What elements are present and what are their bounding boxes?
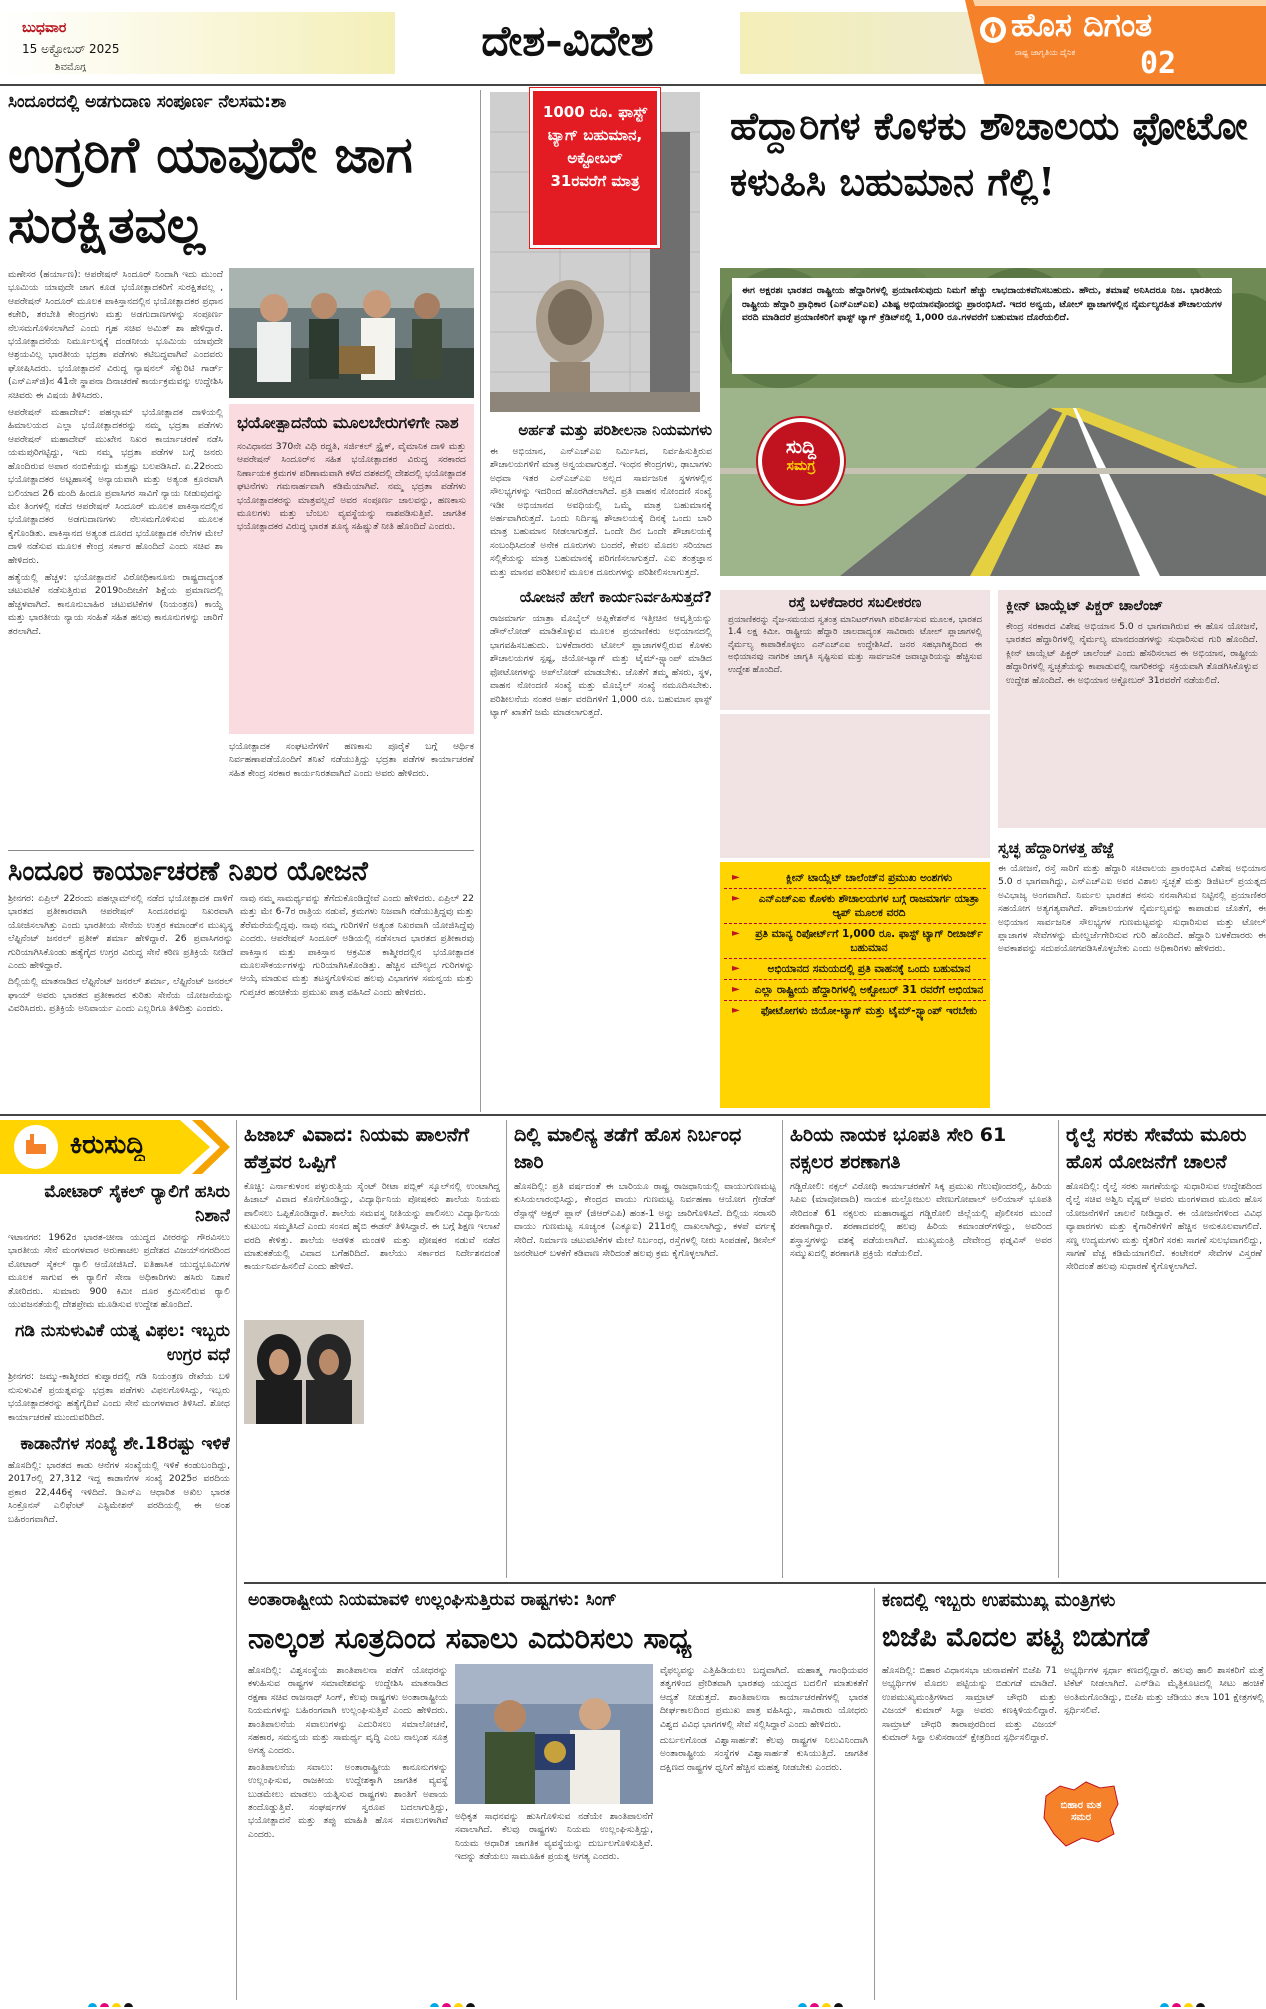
brief-label: ಕಿರುಸುದ್ದಿ <box>70 1130 146 1160</box>
story1-body-1: ಮಣೇಸರ (ಹರ್ಯಾಣ): ಆಪರೇಷನ್ ಸಿಂದೂರ್ ನಿಂದಾಗಿ ಇದು ಮುಂದೆ ಭೂಮಿಯ ಯಾವುದೇ ಜಾಗ ಕೂಡ ಭಯೋತ್ಪಾದಕರಿಗೆ ಸುರಕ್ಷಿತವಲ್ಲ , ಆಪರೇಷನ್ ಸಿಂದೂರ್ ಮೂಲಕ ಪಾಕಿಸ್ತಾನದಲ್ಲಿನ ಭಯೋತ್ಪಾದಕರ ಪ್ರಧಾನ ಕಚೇರಿ, ತರಬೇತಿ ಕೇಂದ್ರಗಳು ಮತ್ತು ಅಡಗುದಾಣಗಳನ್ನು ಸಂಪೂರ್ಣ ನೆಲಸಮಗೊಳಿಸಲಾಗಿದೆ ಎಂದು ಗೃಹ ಸಚಿವ ಅಮಿತ್ ಶಾ ಹೇಳಿದ್ದಾರೆ. ಭಯೋತ್ಪಾದನೆಯ ನಿರ್ಮೂಲನ್ನಕ್ಕೆ ದಂಡನೀಯ ಭೂಮಿಯ ಯಾವುದೇ ಆಶ್ರಯವಿಲ್ಲ ಭಾರತೀಯ ಭದ್ರತಾ ಪಡೆಗಳು ಕಟಿಬದ್ಧವಾಗಿವೆ ಎಂದವರು ಘೋಷಿಸಿದರು. ಭಯೋತ್ಪಾದನೆ ವಿರುದ್ಧ ನ್ಯಾಷನಲ್ ಸೆಕ್ಯುರಿಟಿ ಗಾರ್ಡ್ (ಎನ್‌ಎಸ್‌ಜಿ)ನ 41ನೇ ಸ್ಥಾಪನಾ ದಿನಾಚರಣೆ ಕಾರ್ಯಕ್ರಮವನ್ನು ಉದ್ದೇಶಿಸಿ ಸಚಿವರು ಈ ವಿಷಯ ತಿಳಿಸಿದರು. <box>8 269 223 401</box>
badge-bottom: ಸಮಗ್ರ <box>786 458 816 474</box>
story2-col1 <box>8 892 233 1110</box>
footer-dots-mid1 <box>430 1997 490 2007</box>
row2-rule <box>0 1114 1266 1116</box>
story3-col3-box <box>998 590 1266 828</box>
row3-item-2 <box>790 1122 1052 1578</box>
story3-col2-title: ರಸ್ತೆ ಬಳಕೆದಾರರ ಸಬಲೀಕರಣ <box>788 595 922 611</box>
bihar-map-label: ಬಿಹಾರ ಮತ ಸಮರ <box>1060 1800 1102 1823</box>
story1-headline: ಉಗ್ರರಿಗೆ ಯಾವುದೇ ಜಾಗ ಸುರಕ್ಷಿತವಲ್ಲ <box>8 125 413 254</box>
dot-yellow <box>112 2003 121 2007</box>
story3-col4 <box>998 838 1266 1110</box>
story4-kicker: ಅಂತಾರಾಷ್ಟ್ರೀಯ ನಿಯಮಾವಳಿ ಉಲ್ಲಂಘಿಸುತ್ತಿರುವ ರಾಷ್ಟ್ರಗಳು: ಸಿಂಗ್ <box>248 1590 617 1610</box>
story3-badge <box>758 418 844 504</box>
dot-magenta <box>810 2003 819 2007</box>
dot-yellow <box>822 2003 831 2007</box>
dot-black <box>834 2003 843 2007</box>
story3-tag <box>530 88 660 248</box>
brief-1-body: ಶ್ರೀನಗರ: ಜಮ್ಮು-ಕಾಶ್ಮೀರದ ಕುಪ್ವಾರದಲ್ಲಿ ಗಡಿ ನಿಯಂತ್ರಣ ರೇಖೆಯ ಬಳಿ ನುಸುಳುವಿಕೆ ಪ್ರಯತ್ನವನ್ನು ಭದ್ರತಾ ಪಡೆಗಳು ವಿಫಲಗೊಳಿಸಿದ್ದು, ಇಬ್ಬರು ಭಯೋತ್ಪಾದಕರನ್ನು ಹತ್ಯೆಗೈದಿವೆ ಎಂದು ಸೇನೆ ಮಂಗಳವಾರ ತಿಳಿಸಿದೆ. ಶೋಧ ಕಾರ್ಯಾಚರಣೆ ಮುಂದುವರಿದಿದೆ. <box>8 1371 230 1423</box>
story1-box-after <box>229 740 474 848</box>
story3-sub2: ಯೋಜನೆ ಹೇಗೆ ಕಾರ್ಯನಿರ್ವಹಿಸುತ್ತದೆ? <box>519 588 712 607</box>
story4-body-1: ಹೊಸದಿಲ್ಲಿ: ವಿಶ್ವಸಂಸ್ಥೆಯ ಶಾಂತಿಪಾಲನಾ ಪಡೆಗೆ ಯೋಧರನ್ನು ಕಳುಹಿಸುವ ರಾಷ್ಟ್ರಗಳ ಸಮಾವೇಶವನ್ನು ಉದ್ದೇಶಿಸಿ ಮಾತನಾಡಿದ ರಕ್ಷಣಾ ಸಚಿವ ರಾಜನಾಥ್ ಸಿಂಗ್, ಕೆಲವು ರಾಷ್ಟ್ರಗಳು ಅಂತಾರಾಷ್ಟ್ರೀಯ ನಿಯಮಗಳನ್ನು ಬಹಿರಂಗವಾಗಿ ಉಲ್ಲಂಘಿಸುತ್ತಿವೆ ಎಂದು ಹೇಳಿದರು. ಶಾಂತಿಪಾಲನೆಯ ಸವಾಲುಗಳನ್ನು ಎದುರಿಸಲು ಸಮಾಲೋಚನೆ, ಸಹಕಾರ, ಸಮನ್ವಯ ಮತ್ತು ಸಾಮರ್ಥ್ಯ ವೃದ್ಧಿ ಎಂಬ ನಾಲ್ಕಂಶ ಸೂತ್ರ ಅಗತ್ಯ ಎಂದರು. <box>248 1665 448 1757</box>
dot-magenta <box>100 2003 109 2007</box>
story1-col1 <box>8 268 223 848</box>
story3-col3-title: ಕ್ಲೀನ್ ಟಾಯ್ಲೆಟ್ ಪಿಕ್ಚರ್ ಚಾಲೆಂಜ್ <box>1006 598 1164 614</box>
footer-dots-mid2 <box>798 1997 858 2007</box>
bullet-4: ► ಎಲ್ಲಾ ರಾಷ್ಟ್ರೀಯ ಹೆದ್ದಾರಿಗಳಲ್ಲಿ ಅಕ್ಟೋಬರ್ 31 ರವರೆಗೆ ಅಭಿಯಾನ <box>724 980 986 1001</box>
col-divider-s4 <box>874 1588 875 2000</box>
story1-photo <box>229 268 474 398</box>
dot-cyan <box>430 2003 439 2007</box>
story4-photo <box>455 1664 653 1804</box>
story3-col2-body: ಪ್ರಯಾಣಿಕರನ್ನು ನೈಜ-ಸಮಯದ ಸ್ವತಂತ್ರ ಮಾನಿಟರ್‌ಗಳಾಗಿ ಪರಿವರ್ತಿಸುವ ಮೂಲಕ, ಭಾರತದ 1.4 ಲಕ್ಷ ಕಿಮೀ. ರಾಷ್ಟ್ರೀಯ ಹೆದ್ದಾರಿ ಜಾಲದಾದ್ಯಂತ ಸಾವಿರಾರು ಟೋಲ್ ಪ್ಲಾಜಾಗಳಲ್ಲಿ ನೈರ್ಮಲ್ಯ ಕಾಪಾಡಿಕೊಳ್ಳಲು ಎನ್‌ಎಚ್‌ಎಐ ಉದ್ದೇಶಿಸಿದೆ. ಜನರ ಸಹಭಾಗಿತ್ವದಿಂದ ಈ ಅಭಿಯಾನವು ನಾಗರಿಕ ಜಾಗೃತಿ ಸೃಷ್ಟಿಸುವ ಮತ್ತು ಸಾರ್ವಜನಿಕ ಜವಾಬ್ದಾರಿಯನ್ನು ಹೆಚ್ಚಿಸುವ ಉದ್ದೇಶ ಹೊಂದಿದೆ. <box>728 615 982 675</box>
story5-body-2: ಅಭ್ಯರ್ಥಿಗಳ ಸ್ಪರ್ಧಾ ಕಣದಲ್ಲಿದ್ದಾರೆ. ಹಲವು ಹಾಲಿ ಶಾಸಕರಿಗೆ ಮತ್ತೆ ಟಿಕೆಟ್ ನೀಡಲಾಗಿದೆ. ಎನ್‌ಡಿಎ ಮೈತ್ರಿಕೂಟದಲ್ಲಿ ಸೀಟು ಹಂಚಿಕೆ ಅಂತಿಮಗೊಂಡಿದ್ದು, ಬಿಜೆಪಿ ಮತ್ತು ಜೆಡಿಯು ತಲಾ 101 ಕ್ಷೇತ್ರಗಳಲ್ಲಿ ಸ್ಪರ್ಧಿಸಲಿವೆ. <box>1064 1665 1264 1717</box>
rajnath-singh-photo-icon <box>455 1664 653 1804</box>
story1-box <box>229 404 474 734</box>
col-divider-brief <box>236 1120 237 2000</box>
story2-headline: ಸಿಂದೂರ ಕಾರ್ಯಾಚರಣೆ ನಿಖರ ಯೋಜನೆ <box>8 856 368 887</box>
row3-2-title: ಹಿರಿಯ ನಾಯಕ ಭೂಪತಿ ಸೇರಿ 61 ನಕ್ಸಲರ ಶರಣಾಗತಿ <box>790 1124 1007 1173</box>
footer-dots-left <box>88 1997 148 2007</box>
story3-sub1-body: ಈ ಅಭಿಯಾನ, ಎನ್‌ಎಚ್‌ಎಐ ನಿರ್ಮಿಸಿದ, ನಿರ್ವಹಿಸುತ್ತಿರುವ ಶೌಚಾಲಯಗಳಿಗೆ ಮಾತ್ರ ಅನ್ವಯವಾಗುತ್ತದೆ. ಇಂಧನ ಕೇಂದ್ರಗಳು, ಢಾಬಾಗಳು ಅಥವಾ ಇತರ ಎನ್‌ಎಚ್‌ಎಐ ಅಲ್ಲದ ಸಾರ್ವಜನಿಕ ಸ್ಥಳಗಳಲ್ಲಿನ ಸೌಲಭ್ಯಗಳನ್ನು ಇದರಿಂದ ಹೊರಗಿಡಲಾಗಿದೆ. ಪ್ರತಿ ವಾಹನ ನೋಂದಣಿ ಸಂಖ್ಯೆ ಇಡೀ ಅಭಿಯಾನದ ಅವಧಿಯಲ್ಲಿ ಒಮ್ಮೆ ಮಾತ್ರ ಬಹುಮಾನಕ್ಕೆ ಅರ್ಹವಾಗಿರುತ್ತದೆ. ಒಂದು ನಿರ್ದಿಷ್ಟ ಶೌಚಾಲಯಕ್ಕೆ ದಿನಕ್ಕೆ ಒಂದು ಬಾರಿ ಮಾತ್ರ ಬಹುಮಾನ ನೀಡಲಾಗುತ್ತದೆ. ಒಂದೇ ದಿನ ಒಂದೇ ಶೌಚಾಲಯಕ್ಕೆ ಸಂಬಂಧಿಸಿದಂತೆ ಅನೇಕ ದೂರುಗಳು ಬಂದರೆ, ಕೇವಲ ಮೊದಲ ಸರಿಯಾದ ಸಲ್ಲಿಕೆಯನ್ನು ಮಾತ್ರ ಬಹುಮಾನಕ್ಕೆ ಪರಿಗಣಿಸಲಾಗುತ್ತದೆ. ಎಐ ತಂತ್ರಜ್ಞಾನ ಮತ್ತು ಮಾನವ ಪರಿಶೀಲನೆ ಮೂಲಕ ದೂರುಗಳನ್ನು ಪರಿಶೀಲಿಸಲಾಗುತ್ತದೆ. <box>490 446 712 578</box>
story5-body-1: ಹೊಸದಿಲ್ಲಿ: ಬಿಹಾರ ವಿಧಾನಸಭಾ ಚುನಾವಣೆಗೆ ಬಿಜೆಪಿ 71 ಅಭ್ಯರ್ಥಿಗಳ ಮೊದಲ ಪಟ್ಟಿಯನ್ನು ಬಿಡುಗಡೆ ಮಾಡಿದೆ. ಉಪಮುಖ್ಯಮಂತ್ರಿಗಳಾದ ಸಾಮ್ರಾಟ್ ಚೌಧರಿ ಮತ್ತು ವಿಜಯ್ ಕುಮಾರ್ ಸಿನ್ಹಾ ಅವರು ಕಣಕ್ಕಿಳಿಯಲಿದ್ದಾರೆ. ಸಾಮ್ರಾಟ್ ಚೌಧರಿ ತಾರಾಪುರದಿಂದ ಮತ್ತು ವಿಜಯ್ ಕುಮಾರ್ ಸಿನ್ಹಾ ಲಖಿಸರಾಯ್ ಕ್ಷೇತ್ರದಿಂದ ಸ್ಪರ್ಧಿಸಲಿದ್ದಾರೆ. <box>882 1665 1057 1744</box>
footer-dots-right <box>1160 1997 1220 2007</box>
row3-0-title: ಹಿಜಾಬ್ ವಿವಾದ: ನಿಯಮ ಪಾಲನೆಗೆ ಹೆತ್ತವರ ಒಪ್ಪಿಗೆ <box>244 1124 470 1173</box>
brief-1-title: ಗಡಿ ನುಸುಳುವಿಕೆ ಯತ್ನ ವಿಫಲ: ಇಬ್ಬರು ಉಗ್ರರ ವಧೆ <box>15 1321 230 1366</box>
story4-headline: ನಾಲ್ಕಂಶ ಸೂತ್ರದಿಂದ ಸವಾಲು ಎದುರಿಸಲು ಸಾಧ್ಯ <box>248 1621 692 1655</box>
row3-item-1 <box>514 1122 776 1578</box>
brief-label-block <box>0 1120 230 1174</box>
story2-col2 <box>240 892 474 1110</box>
row3-rule <box>244 1582 1266 1584</box>
story3-col4-title: ಸ್ವಚ್ಛ ಹೆದ್ದಾರಿಗಳತ್ತ ಹೆಜ್ಜೆ <box>998 839 1114 857</box>
bullet-0: ► ಕ್ಲೀನ್ ಟಾಯ್ಲೆಟ್ ಚಾಲೆಂಜ್‌ನ ಪ್ರಮುಖ ಅಂಶಗಳು <box>724 868 986 889</box>
brief-column <box>8 1180 230 2000</box>
dot-black <box>1196 2003 1205 2007</box>
bullet-1: ► ಎನ್‌ಎಚ್‌ಎಐ ಕೊಳಕು ಶೌಚಾಲಯಗಳ ಬಗ್ಗೆ ರಾಜಮಾರ್ಗ ಯಾತ್ರಾ ಆ್ಯಪ್ ಮೂಲಕ ವರದಿ <box>724 889 986 924</box>
story4-body-5: ದುರ್ಬಲಗೊಂಡ ವಿಶ್ವಾಸಾರ್ಹತೆ: ಕೆಲವು ರಾಷ್ಟ್ರಗಳ ನಿಲುವಿನಿಂದಾಗಿ ಅಂತಾರಾಷ್ಟ್ರೀಯ ಸಂಸ್ಥೆಗಳ ವಿಶ್ವಾಸಾರ್ಹತೆ ಕುಸಿಯುತ್ತಿದೆ. ಜಾಗತಿಕ ದಕ್ಷಿಣದ ರಾಷ್ಟ್ರಗಳ ಧ್ವನಿಗೆ ಹೆಚ್ಚಿನ ಮಹತ್ವ ನೀಡಬೇಕು ಎಂದರು. <box>660 1735 868 1773</box>
hijab-photo <box>244 1320 364 1424</box>
story4-body-2: ಶಾಂತಿಪಾಲನೆಯ ಸವಾಲು: ಅಂತಾರಾಷ್ಟ್ರೀಯ ಕಾನೂನುಗಳನ್ನು ಉಲ್ಲಂಘಿಸುವ, ರಾಜಕೀಯ ಉದ್ದೇಶಕ್ಕಾಗಿ ಜಾಗತಿಕ ವ್ಯವಸ್ಥೆ ಬುಡಮೇಲು ಮಾಡಲು ಯತ್ನಿಸುವ ರಾಷ್ಟ್ರಗಳು ಶಾಂತಿಗೆ ಅಪಾಯ ತಂದೊಡ್ಡುತ್ತಿವೆ. ಸಂಘರ್ಷಗಳ ಸ್ವರೂಪ ಬದಲಾಗುತ್ತಿದ್ದು, ಭಯೋತ್ಪಾದನೆ ಮತ್ತು ತಪ್ಪು ಮಾಹಿತಿ ಹೊಸ ಸವಾಲುಗಳಾಗಿವೆ ಎಂದರು. <box>248 1761 448 1840</box>
dot-cyan <box>798 2003 807 2007</box>
story3-col3-body: ಕೇಂದ್ರ ಸರಕಾರದ ವಿಶೇಷ ಅಭಿಯಾನ 5.0 ರ ಭಾಗವಾಗಿರುವ ಈ ಹೊಸ ಯೋಜನೆ, ಭಾರತದ ಹೆದ್ದಾರಿಗಳಲ್ಲಿ ನೈರ್ಮಲ್ಯ ಮಾನದಂಡಗಳನ್ನು ಸುಧಾರಿಸುವ ಗುರಿ ಹೊಂದಿದೆ. ಕ್ಲೀನ್ ಟಾಯ್ಲೆಟ್ ಪಿಕ್ಚರ್ ಚಾಲೆಂಜ್ ಎಂದು ಹೆಸರಿಸಲಾದ ಈ ಅಭಿಯಾನ, ರಾಷ್ಟ್ರೀಯ ಹೆದ್ದಾರಿಗಳಲ್ಲಿ ಸ್ವಚ್ಛತೆಯನ್ನು ಕಾಪಾಡುವಲ್ಲಿ ನಾಗರಿಕರನ್ನು ಸಕ್ರಿಯವಾಗಿ ತೊಡಗಿಸಿಕೊಳ್ಳುವ ಉದ್ದೇಶ ಹೊಂದಿದೆ. ಈ ಅಭಿಯಾನ ಅಕ್ಟೋಬರ್ 31ರವರೆಗೆ ನಡೆಯಲಿದೆ. <box>1006 621 1258 686</box>
story3-col1 <box>490 420 712 1110</box>
story1-bottom-rule <box>8 850 474 851</box>
story5-kicker: ಕಣದಲ್ಲಿ ಇಬ್ಬರು ಉಪಮುಖ್ಯ ಮಂತ್ರಿಗಳು <box>882 1590 1116 1611</box>
story5-col1 <box>882 1664 1057 2000</box>
story3-lead <box>732 278 1232 374</box>
story3-col4-body: ಈ ಯೋಜನೆ, ರಸ್ತೆ ಸಾರಿಗೆ ಮತ್ತು ಹೆದ್ದಾರಿ ಸಚಿವಾಲಯ ಪ್ರಾರಂಭಿಸಿದ ವಿಶೇಷ ಅಭಿಯಾನ 5.0 ರ ಭಾಗವಾಗಿದ್ದು, ಎನ್‌ಎಚ್‌ಎಐ ಅವರ ವಿಶಾಲ ಸ್ವಚ್ಛತೆ ಮತ್ತು ಡಿಜಿಟಲ್ ಪ್ರಯತ್ನದ ಅವಿಭಾಜ್ಯ ಅಂಗವಾಗಿದೆ. ನಿರ್ಮಲ ಭಾರತದ ಕನಸು ನನಸಾಗಿಸುವ ನಿಟ್ಟಿನಲ್ಲಿ ಪ್ರಯಾಣಿಕರ ಸಹಯೋಗ ಅತ್ಯಗತ್ಯವಾಗಿದೆ. ಶೌಚಾಲಯಗಳ ನೈರ್ಮಲ್ಯವನ್ನು ಕಾಪಾಡುವ ಜೊತೆಗೆ, ಈ ಅಭಿಯಾನ ಸಾರ್ವಜನಿಕ ಸೌಲಭ್ಯಗಳ ಗುಣಮಟ್ಟವನ್ನು ಸುಧಾರಿಸುವ ಮತ್ತು ಟೋಲ್ ಪ್ಲಾಜಾಗಳ ಸೇವೆಗಳನ್ನು ಮೇಲ್ದರ್ಜೆಗೇರಿಸುವ ಗುರಿ ಹೊಂದಿದೆ. ಹೆದ್ದಾರಿ ಬಳಕೆದಾರರು ಈ ಅವಕಾಶವನ್ನು ಸದುಪಯೋಗಪಡಿಸಿಕೊಳ್ಳಬೇಕು ಎಂದು ಅಧಿಕಾರಿಗಳು ಹೇಳಿದರು. <box>998 863 1266 955</box>
dot-yellow <box>1184 2003 1193 2007</box>
bullet-2: ► ಪ್ರತಿ ಮಾನ್ಯ ರಿಪೋರ್ಟ್‌ಗೆ 1,000 ರೂ. ಫಾಸ್ಟ್ ಟ್ಯಾಗ್ ರೀಚಾರ್ಜ್ ಬಹುಮಾನ <box>724 924 986 959</box>
story3-bullets-box <box>720 862 990 1108</box>
bihar-map <box>1040 1772 1122 1854</box>
paper-name: ಹೊಸ ದಿಗಂತ <box>1011 6 1153 44</box>
story2-body-2: ದಿಲ್ಲಿಯಲ್ಲಿ ಮಾತನಾಡಿದ ಲೆಫ್ಟಿನೆಂಟ್ ಜನರಲ್ ಶರ್ಮಾ, ಲೆಫ್ಟಿನೆಂಟ್ ಜನರಲ್ ಘಾಯ್ ಅವರು ಭಾರತದ ಪ್ರತೀಕಾರದ ಕುರಿತು ಸೇನೆಯ ಯೋಜನೆಯನ್ನು ವಿವರಿಸಿದರು. ಪ್ರತಿಕ್ರಿಯೆ ಅನಿವಾರ್ಯ ಎಂದು ಎಲ್ಲರಿಗೂ ತಿಳಿದಿತ್ತು ಎಂದರು. <box>8 976 233 1015</box>
row3-0-body: ಕೊಚ್ಚಿ: ಎರ್ನಾಕುಳಂನ ಪಳ್ಳುರುತ್ತಿಯ ಸೈಂಟ್ ರೀಟಾ ಪಬ್ಲಿಕ್ ಸ್ಕೂಲ್‌ನಲ್ಲಿ ಉಂಟಾಗಿದ್ದ ಹಿಜಾಬ್ ವಿವಾದ ಕೊನೆಗೊಂಡಿದ್ದು, ವಿದ್ಯಾರ್ಥಿನಿಯ ಪೋಷಕರು ಶಾಲೆಯ ನಿಯಮ ಪಾಲಿಸಲು ಒಪ್ಪಿಕೊಂಡಿದ್ದಾರೆ. ಶಾಲೆಯ ಸಮವಸ್ತ್ರ ನೀತಿಯನ್ನು ಪಾಲಿಸಲು ವಿದ್ಯಾರ್ಥಿನಿಯ ಕುಟುಂಬ ಸಮ್ಮತಿಸಿದೆ ಎಂದು ಸಂಸದ ಹೈಬಿ ಈಡನ್ ತಿಳಿಸಿದ್ದಾರೆ. ಈ ಬಗ್ಗೆ ಶಿಕ್ಷಣ ಇಲಾಖೆ ವರದಿ ಕೇಳಿತ್ತು. ಶಾಲೆಯ ಆಡಳಿತ ಮಂಡಳಿ ಮತ್ತು ಪೋಷಕರ ನಡುವೆ ನಡೆದ ಮಾತುಕತೆಯಲ್ಲಿ ವಿವಾದ ಬಗೆಹರಿದಿದೆ. ಶಾಲೆಯು ಸರ್ಕಾರದ ನಿರ್ದೇಶನದಂತೆ ಕಾರ್ಯನಿರ್ವಹಿಸಲಿದೆ ಎಂದು ಹೇಳಿದೆ. <box>244 1181 500 1273</box>
row3-3-body: ಹೊಸದಿಲ್ಲಿ: ರೈಲ್ವೆ ಸರಕು ಸಾಗಣೆಯನ್ನು ಸುಧಾರಿಸುವ ಉದ್ದೇಶದಿಂದ ರೈಲ್ವೆ ಸಚಿವ ಅಶ್ವಿನಿ ವೈಷ್ಣವ್ ಅವರು ಮಂಗಳವಾರ ಮೂರು ಹೊಸ ಯೋಜನೆಗಳಿಗೆ ಚಾಲನೆ ನೀಡಿದ್ದಾರೆ. ಈ ಯೋಜನೆಗಳಿಂದ ವಿವಿಧ ವ್ಯಾಪಾರಗಳು ಮತ್ತು ಕೈಗಾರಿಕೆಗಳಿಗೆ ಹೆಚ್ಚಿನ ಅನುಕೂಲವಾಗಲಿದೆ. ಸಣ್ಣ ಉದ್ಯಮಗಳು ಮತ್ತು ರೈತರಿಗೆ ಸರಕು ಸಾಗಣೆ ಸುಲಭವಾಗಲಿದ್ದು, ಸಾಗಣೆ ವೆಚ್ಚ ಕಡಿಮೆಯಾಗಲಿದೆ. ಕಂಟೇನರ್ ಸೇವೆಗಳ ವಿಸ್ತರಣೆ ಸೇರಿದಂತೆ ಹಲವು ಸುಧಾರಣೆ ಕೈಗೊಳ್ಳಲಾಗಿದೆ. <box>1066 1181 1262 1273</box>
dot-cyan <box>88 2003 97 2007</box>
masthead <box>0 0 1266 86</box>
row3-1-body: ಹೊಸದಿಲ್ಲಿ: ಪ್ರತಿ ವರ್ಷದಂತೆ ಈ ಬಾರಿಯೂ ರಾಷ್ಟ್ರ ರಾಜಧಾನಿಯಲ್ಲಿ ವಾಯುಗುಣಮಟ್ಟ ಕುಸಿಯಲಾರಂಭಿಸಿದ್ದು, ಕೇಂದ್ರದ ವಾಯು ಗುಣಮಟ್ಟ ನಿರ್ವಹಣಾ ಆಯೋಗ ಗ್ರೇಡೆಡ್ ರೆಸ್ಪಾನ್ಸ್ ಆಕ್ಷನ್ ಪ್ಲಾನ್ (ಜಿಆರ್‌ಎಪಿ) ಹಂತ-1 ಅನ್ನು ಜಾರಿಗೊಳಿಸಿದೆ. ದಿಲ್ಲಿಯ ಸರಾಸರಿ ವಾಯು ಗುಣಮಟ್ಟ ಸೂಚ್ಯಂಕ (ಎಕ್ಯೂಐ) 211ರಲ್ಲಿ ದಾಖಲಾಗಿದ್ದು, ಕಳಪೆ ವರ್ಗಕ್ಕೆ ಸೇರಿದೆ. ನಿರ್ಮಾಣ ಚಟುವಟಿಕೆಗಳ ಮೇಲೆ ನಿರ್ಬಂಧ, ರಸ್ತೆಗಳಲ್ಲಿ ನೀರು ಸಿಂಪಡಣೆ, ಡೀಸೆಲ್ ಜನರೇಟರ್ ಬಳಕೆಗೆ ಕಡಿವಾಣ ಸೇರಿದಂತೆ ಹಲವು ಕ್ರಮ ಕೈಗೊಳ್ಳಲಾಗಿದೆ. <box>514 1181 776 1260</box>
row3-1-title: ದಿಲ್ಲಿ ಮಾಲಿನ್ಯ ತಡೆಗೆ ಹೊಸ ನಿರ್ಬಂಧ ಜಾರಿ <box>514 1124 742 1173</box>
hijab-students-icon <box>244 1320 364 1424</box>
page-number: 02 <box>1139 46 1177 81</box>
day: ಬುಧವಾರ <box>22 20 67 36</box>
story4-col2b <box>455 1810 653 2000</box>
story3-col2-box <box>720 590 990 710</box>
paper-tagline: ರಾಷ್ಟ್ರ ಜಾಗೃತಿಯ ದೈನಿಕ <box>1015 48 1076 57</box>
col-divider-r3-2 <box>782 1120 783 1578</box>
story1-box-title: ಭಯೋತ್ಪಾದನೆಯ ಮೂಲಬೇರುಗಳಿಗೇ ನಾಶ <box>237 413 459 432</box>
story4-body-3: ಅಧಿಕೃತ ಸಾಧನವನ್ನು ಹುಸಿಗೊಳಿಸುವ ನಡೆಯೇ ಶಾಂತಿಪಾಲನೆಗೆ ಸವಾಲಾಗಿದೆ. ಕೆಲವು ರಾಷ್ಟ್ರಗಳು ನಿಯಮ ಉಲ್ಲಂಘಿಸುತ್ತಿದ್ದು, ನಿಯಮ ಆಧಾರಿತ ಜಾಗತಿಕ ವ್ಯವಸ್ಥೆಯನ್ನು ದುರ್ಬಲಗೊಳಿಸುತ್ತಿವೆ. ಇದನ್ನು ತಡೆಯಲು ಸಾಮೂಹಿಕ ಪ್ರಯತ್ನ ಅಗತ್ಯ ಎಂದರು. <box>455 1811 653 1863</box>
brief-2-title: ಕಾಡಾನೆಗಳ ಸಂಖ್ಯೆ ಶೇ.18ರಷ್ಟು ಇಳಿಕೆ <box>20 1434 230 1455</box>
dot-yellow <box>454 2003 463 2007</box>
dot-black <box>466 2003 475 2007</box>
brief-0-title: ಮೋಟಾರ್ ಸೈಕಲ್ ರ್‍ಯಾಲಿಗೆ ಹಸಿರು ನಿಶಾನೆ <box>44 1182 230 1226</box>
row3-3-title: ರೈಲ್ವೆ ಸರಕು ಸೇವೆಯ ಮೂರು ಹೊಸ ಯೋಜನೆಗೆ ಚಾಲನೆ <box>1066 1124 1247 1173</box>
brief-2-body: ಹೊಸದಿಲ್ಲಿ: ಭಾರತದ ಕಾಡು ಆನೆಗಳ ಸಂಖ್ಯೆಯಲ್ಲಿ ಇಳಿಕೆ ಕಂಡುಬಂದಿದ್ದು, 2017ರಲ್ಲಿ 27,312 ಇದ್ದ ಕಾಡಾನೆಗಳ ಸಂಖ್ಯೆ 2025ರ ವರದಿಯ ಪ್ರಕಾರ 22,446ಕ್ಕೆ ಇಳಿದಿದೆ. ಡಿಎನ್‌ಎ ಆಧಾರಿತ ಅಖಿಲ ಭಾರತ ಸಿಂಕ್ರೊನಸ್ ಎಲಿಫೆಂಟ್ ಎಸ್ಟಿಮೇಶನ್ ವರದಿಯಲ್ಲಿ ಈ ಅಂಶ ಬಹಿರಂಗವಾಗಿದೆ. <box>8 1460 230 1525</box>
story5-headline: ಬಿಜೆಪಿ ಮೊದಲ ಪಟ್ಟಿ ಬಿಡುಗಡೆ <box>882 1622 1150 1653</box>
col-divider-1 <box>480 90 481 1112</box>
photo-amit-shah-icon <box>229 268 474 398</box>
col-divider-r3-3 <box>1058 1120 1059 1578</box>
story4-body-4: ವೈಫಲ್ಯವನ್ನು ಎತ್ತಿಹಿಡಿಯಲು ಬದ್ಧವಾಗಿದೆ. ಮಹಾತ್ಮ ಗಾಂಧಿಯವರ ತತ್ವಗಳಿಂದ ಪ್ರೇರಿತವಾಗಿ ಭಾರತವು ಯುದ್ಧದ ಬದಲಿಗೆ ಮಾತುಕತೆಗೆ ಆದ್ಯತೆ ನೀಡುತ್ತದೆ. ಶಾಂತಿಪಾಲನಾ ಕಾರ್ಯಾಚರಣೆಗಳಲ್ಲಿ ಭಾರತ ದೀರ್ಘಕಾಲದಿಂದ ಪ್ರಮುಖ ಪಾತ್ರ ವಹಿಸಿದ್ದು, ಸಾವಿರಾರು ಯೋಧರು ವಿಶ್ವದ ವಿವಿಧ ಭಾಗಗಳಲ್ಲಿ ಸೇವೆ ಸಲ್ಲಿಸಿದ್ದಾರೆ ಎಂದು ಹೇಳಿದರು. <box>660 1665 868 1730</box>
date: 15 ಅಕ್ಟೋಬರ್ 2025 <box>22 42 120 56</box>
story1-box-body-2: ಭಯೋತ್ಪಾದಕ ಸಂಘಟನೆಗಳಿಗೆ ಹಣಕಾಸು ಪೂರೈಕೆ ಬಗ್ಗೆ ಆರ್ಥಿಕ ನಿರ್ವಹಣಾಪಡೆಯೊಂದಿಗೆ ತನಿಖೆ ನಡೆಯುತ್ತಿದ್ದು ಭದ್ರತಾ ಪಡೆಗಳ ಕಾರ್ಯಾಚರಣೆ ಸಹಿತ ಕೇಂದ್ರ ಸರಕಾರ ಕಾರ್ಯನಿರತವಾಗಿದೆ ಎಂದು ಅವರು ಹೇಳಿದರು. <box>229 741 474 779</box>
section-title: ದೇಶ-ವಿದೇಶ <box>481 16 654 65</box>
story3-tag-text: 1000 ರೂ. ಫಾಸ್ಟ್ ಟ್ಯಾಗ್ ಬಹುಮಾನ, ಅಕ್ಟೋಬರ್ 31ರವರೆಗೆ ಮಾತ್ರ <box>542 103 648 190</box>
bullet-5: ► ಫೋಟೋಗಳು ಜಿಯೋ-ಟ್ಯಾಗ್ ಮತ್ತು ಟೈಮ್-ಸ್ಟ್ಯಾಂಪ್ ಇರಬೇಕು <box>724 1001 986 1021</box>
brief-0-body: ಇಟಾನಗರ: 1962ರ ಭಾರತ-ಚೀನಾ ಯುದ್ಧದ ವೀರರನ್ನು ಗೌರವಿಸಲು ಭಾರತೀಯ ಸೇನೆ ಮಂಗಳವಾರ ಅರುಣಾಚಲ ಪ್ರದೇಶದ ವಿಜಯ್‌ನಗರದಿಂದ ಮೋಟಾರ್ ಸೈಕಲ್ ರ್‍ಯಾಲಿ ಆಯೋಜಿಸಿದೆ. ಐತಿಹಾಸಿಕ ಯುದ್ಧಭೂಮಿಗಳ ಮೂಲಕ ಸಾಗುವ ಈ ರ್‍ಯಾಲಿಗೆ ಸೇನಾ ಅಧಿಕಾರಿಗಳು ಹಸಿರು ನಿಶಾನೆ ತೋರಿದರು. ಸುಮಾರು 900 ಕಿಮೀ ದೂರ ಕ್ರಮಿಸಲಿರುವ ರ್‍ಯಾಲಿ ಯುವಜನತೆಯಲ್ಲಿ ದೇಶಪ್ರೇಮ ಮೂಡಿಸುವ ಉದ್ದೇಶ ಹೊಂದಿದೆ. <box>8 1232 230 1311</box>
dot-cyan <box>1160 2003 1169 2007</box>
badge-top: ಸುದ್ದಿ <box>785 436 817 458</box>
story3-headline: ಹೆದ್ದಾರಿಗಳ ಕೊಳಕು ಶೌಚಾಲಯ ಫೋಟೋ ಕಳುಹಿಸಿ ಬಹುಮಾನ ಗೆಲ್ಲಿ! <box>730 103 1248 204</box>
story3-lead-text: ಈಗ ಅಕ್ಷರಶಃ ಭಾರತದ ರಾಷ್ಟ್ರೀಯ ಹೆದ್ದಾರಿಗಳಲ್ಲಿ ಪ್ರಯಾಣಿಸುವುದು ನಿಮಗೆ ಹೆಚ್ಚು ಲಾಭದಾಯಕವೆನಿಸಬಹುದು. ಹೌದು, ತಮಾಷೆ ಅನಿಸಿದರೂ ನಿಜ. ಭಾರತೀಯ ರಾಷ್ಟ್ರೀಯ ಹೆದ್ದಾರಿ ಪ್ರಾಧಿಕಾರ (ಎನ್‌ಎಚ್‌ಎಐ) ವಿಶಿಷ್ಟ ಅಭಿಯಾನವೊಂದನ್ನು ಪ್ರಾರಂಭಿಸಿದೆ. ಇದರ ಅನ್ವಯ, ಟೋಲ್ ಪ್ಲಾಜಾಗಳಲ್ಲಿನ ನೈರ್ಮಲ್ಯರಹಿತ ಶೌಚಾಲಯಗಳ ವರದಿ ಮಾಡಿದರೆ ಪ್ರಯಾಣಿಕರಿಗೆ ಫಾಸ್ಟ್ ಟ್ಯಾಗ್ ಕ್ರೆಡಿಟ್‌ನಲ್ಲಿ 1,000 ರೂ.ಗಳವರೆಗೆ ಬಹುಮಾನ ದೊರೆಯಲಿದೆ. <box>742 285 1222 324</box>
dot-magenta <box>442 2003 451 2007</box>
dot-black <box>124 2003 133 2007</box>
story1-body-2: ಆಪರೇಷನ್ ಮಹಾದೇವ್: ಪಹಲ್ಗಾಮ್ ಭಯೋತ್ಪಾದಕ ದಾಳಿಯಲ್ಲಿ ಹಿಮಾಲಯದ ಎಲ್ಲಾ ಭಯೋತ್ಪಾದಕರನ್ನು ನಮ್ಮ ಭದ್ರತಾ ಪಡೆಗಳು ಆಪರೇಷನ್ ಮಹಾದೇವ್ ಮುಖೇನ ನಿಖರ ಕಾರ್ಯಾಚರಣೆ ನಡೆಸಿ ಯಮಪುರಿಗಟ್ಟಿದ್ದು, ಇದು ನಮ್ಮ ಭದ್ರತಾ ಪಡೆಗಳ ಬಗ್ಗೆ ಜನರು ಹೊಂದಿರುವ ಅಪಾರ ನಂಬಿಕೆಯನ್ನು ಮತ್ತಷ್ಟು ಬಲಪಡಿಸಿದೆ. ಏ.22ರಂದು ಭಯೋತ್ಪಾದಕರ ಅಟ್ಟಹಾಸಕ್ಕೆ ಅನ್ಯಾಯವಾಗಿ ಮತ್ತು ಅತ್ಯಂತ ಕ್ರೂರವಾಗಿ ಬಲಿಯಾದ 26 ಮಂದಿ ಹಿಂದೂ ಪ್ರವಾಸಿಗರ ಸಾವಿಗೆ ನ್ಯಾಯ ನೀಡುವುದನ್ನು ಮೇ ತಿಂಗಳಲ್ಲಿ ನಡೆದ ಆಪರೇಷನ್ ಸಿಂದೂರ್ ಮೂಲಕ ಪಾಕಿಸ್ತಾನದಲ್ಲಿನ ಭಯೋತ್ಪಾದಕರ ಅಡಗುದಾಣಗಳು ನೆಲಸಮಗೊಳಿಸುವ ಮೂಲಕ ಕೈಗೊಂಡಿತು. ಪಾಕಿಸ್ತಾನದ ಅತ್ಯಂತ ದೂರದ ಭಯೋತ್ಪಾದಕ ನೆಲೆಗಳ ಮೇಲೆ ದಾಳಿ ನಡೆಸುವ ಮೂಲಕ ಕೇಂದ್ರ ಸರ್ಕಾರ ಹೊಂದಿದೆ ಎಂದು ಸಚಿವ ಶಾ ಹೇಳಿದರು. <box>8 407 223 566</box>
story2-body-1: ಶ್ರೀನಗರ: ಏಪ್ರಿಲ್ 22ರಂದು ಪಹಲ್ಗಾಮ್‌ನಲ್ಲಿ ನಡೆದ ಭಯೋತ್ಪಾದಕ ದಾಳಿಗೆ ಭಾರತದ ಪ್ರತೀಕಾರವಾಗಿ ಆಪರೇಷನ್ ಸಿಂದೂರವನ್ನು ನಿಖರವಾಗಿ ಯೋಜಿಸಲಾಗಿತ್ತು ಎಂದು ಭಾರತೀಯ ಸೇನೆಯ ಉತ್ತರ ಕಮಾಂಡ್‌ನ ಮುಖ್ಯಸ್ಥ ಲೆಫ್ಟಿನೆಂಟ್ ಜನರಲ್ ಪ್ರತೀಕ್ ಶರ್ಮಾ ಹೇಳಿದ್ದಾರೆ. 26 ಪ್ರವಾಸಿಗರನ್ನು ಗುರಿಯಾಗಿಸಿಕೊಂಡು ಹತ್ಯೆಗೈದ ಉಗ್ರರ ವಿರುದ್ಧ ಸೇನೆ ಕಠಿಣ ಪ್ರತಿಕ್ರಿಯೆ ನೀಡಿದೆ ಎಂದು ಹೇಳಿದ್ದಾರೆ. <box>8 893 233 972</box>
story1-box-body: ಸಂವಿಧಾನದ 370ನೇ ವಿಧಿ ರದ್ದತಿ, ಸರ್ಜಿಕಲ್ ಸ್ಟ್ರೈಕ್, ವೈಮಾನಿಕ ದಾಳಿ ಮತ್ತು ಆಪರೇಷನ್ ಸಿಂದೂರ್‌ನ ಸಹಿತ ಭಯೋತ್ಪಾದಕರ ವಿರುದ್ಧ ಸರಕಾರದ ನಿರ್ಣಾಯಕ ಕ್ರಮಗಳ ಪರಿಣಾಮವಾಗಿ ಕಳೆದ ದಶಕದಲ್ಲಿ ದೇಶದಲ್ಲಿ ಭಯೋತ್ಪಾದಕ ಘಟನೆಗಳು ಗಮನಾರ್ಹವಾಗಿ ಕಡಿಮೆಯಾಗಿವೆ. ನಮ್ಮ ಭದ್ರತಾ ಪಡೆಗಳು ಭಯೋತ್ಪಾದಕರನ್ನು ಮಾತ್ರವಲ್ಲದೆ ಅವರ ಸಂಪೂರ್ಣ ಜಾಲವನ್ನು, ಹಣಕಾಸು ಮೂಲಗಳು ಮತ್ತು ಬೆಂಬಲ ವ್ಯವಸ್ಥೆಯನ್ನು ನಾಶಪಡಿಸುತ್ತಿವೆ. ಜಾಗತಿಕ ಭಯೋತ್ಪಾದಕರ ವಿರುದ್ಧ ಭಾರತ ಶೂನ್ಯ ಸಹಿಷ್ಣುತೆ ನೀತಿ ಹೊಂದಿದೆ ಎಂದರು. <box>237 441 466 533</box>
story3-sub2-body: ರಾಜಮಾರ್ಗ ಯಾತ್ರಾ ಮೊಬೈಲ್ ಅಪ್ಲಿಕೇಶನ್‌ನ ಇತ್ತೀಚಿನ ಆವೃತ್ತಿಯನ್ನು ಡೌನ್‌ಲೋಡ್ ಮಾಡಿಕೊಳ್ಳುವ ಮೂಲಕ ಪ್ರಯಾಣಿಕರು ಅಭಿಯಾನದಲ್ಲಿ ಭಾಗವಹಿಸಬಹುದು. ಬಳಕೆದಾರರು ಟೋಲ್ ಪ್ಲಾಜಾಗಳಲ್ಲಿರುವ ಕೊಳಕು ಶೌಚಾಲಯಗಳ ಸ್ಪಷ್ಟ, ಜಿಯೋ-ಟ್ಯಾಗ್ ಮತ್ತು ಟೈಮ್-ಸ್ಟ್ಯಾಂಪ್ ಮಾಡಿದ ಫೋಟೋಗಳನ್ನು ಅಪ್‌ಲೋಡ್ ಮಾಡಬೇಕು. ಜೊತೆಗೆ ತಮ್ಮ ಹೆಸರು, ಸ್ಥಳ, ವಾಹನ ನೋಂದಣಿ ಸಂಖ್ಯೆ ಮತ್ತು ಮೊಬೈಲ್ ಸಂಖ್ಯೆ ನಮೂದಿಸಬೇಕು. ಪರಿಶೀಲನೆಯ ನಂತರ ಅರ್ಹ ವರದಿಗಳಿಗೆ 1,000 ರೂ. ಬಹುಮಾನ ಫಾಸ್ಟ್ ಟ್ಯಾಗ್ ಖಾತೆಗೆ ಜಮೆ ಮಾಡಲಾಗುತ್ತದೆ. <box>490 613 712 718</box>
city: ಶಿವಮೊಗ್ಗ <box>55 62 87 73</box>
bullet-3: ► ಅಭಿಯಾನದ ಸಮಯದಲ್ಲಿ ಪ್ರತಿ ವಾಹನಕ್ಕೆ ಒಂದು ಬಹುಮಾನ <box>724 959 986 980</box>
dot-magenta <box>1172 2003 1181 2007</box>
story2-body-3: ನಾವು ನಮ್ಮ ಸಾಮರ್ಥ್ಯವನ್ನು ತೆಗೆದುಕೊಂಡಿದ್ದೇವೆ ಎಂದು ಹೇಳಿದರು. ಏಪ್ರಿಲ್ 22 ಮತ್ತು ಮೇ 6-7ರ ರಾತ್ರಿಯ ನಡುವೆ, ಕ್ರಮಗಳು ನಿಜವಾಗಿ ನಡೆಯುತ್ತಿದ್ದವು ಮತ್ತು ತೆರೆಮರೆಯಲ್ಲಿದ್ದವು. ನಾವು ನಮ್ಮ ಗುರಿಗಳಿಗೆ ಅತ್ಯಂತ ನಿಖರವಾಗಿ ಯೋಜಿಸಿದ್ದೆವು ಎಂದರು. ಆಪರೇಷನ್ ಸಿಂದೂರ್ ಅಡಿಯಲ್ಲಿ ನಡೆಸಲಾದ ಭಾರತದ ಪ್ರತೀಕಾರವು ಪಾಕಿಸ್ತಾನ ಮತ್ತು ಪಾಕಿಸ್ತಾನ ಆಕ್ರಮಿತ ಕಾಶ್ಮೀರದಲ್ಲಿನ ಭಯೋತ್ಪಾದಕ ಮೂಲಸೌಕರ್ಯಗಳನ್ನು ಗುರಿಯಾಗಿಸಿಕೊಂಡಿತ್ತು. ಹೆಚ್ಚಿನ ಮೌಲ್ಯದ ಗುರಿಗಳನ್ನು ಆಯ್ಕೆ ಮಾಡುವ ಮತ್ತು ತಟಸ್ಥಗೊಳಿಸುವ ಹಲವು ವಿಭಾಗಗಳ ಸಮನ್ವಯ ಮತ್ತು ಗುಪ್ತಚರ ಹಂಚಿಕೆಯ ಪ್ರಮುಖ ಪಾತ್ರ ವಹಿಸಿದೆ ಎಂದು ಹೇಳಿದರು. <box>240 893 474 998</box>
story3-col2-extra <box>720 714 990 858</box>
col-divider-r3-1 <box>506 1120 507 1578</box>
story4-col1 <box>248 1664 448 2000</box>
row3-2-body: ಗಡ್ಚಿರೋಲಿ: ನಕ್ಸಲ್ ವಿರೋಧಿ ಕಾರ್ಯಾಚರಣೆಗೆ ಸಿಕ್ಕ ಪ್ರಮುಖ ಗೆಲುವೊಂದರಲ್ಲಿ, ಹಿರಿಯ ಸಿಪಿಐ (ಮಾವೋವಾದಿ) ನಾಯಕ ಮಲ್ಲೋಜುಲ ವೇಣುಗೋಪಾಲ್ ಅಲಿಯಾಸ್ ಭೂಪತಿ ಸೇರಿದಂತೆ 61 ನಕ್ಸಲರು ಮಹಾರಾಷ್ಟ್ರದ ಗಡ್ಚಿರೋಲಿ ಜಿಲ್ಲೆಯಲ್ಲಿ ಪೊಲೀಸರ ಮುಂದೆ ಶರಣಾಗಿದ್ದಾರೆ. ಶರಣಾದವರಲ್ಲಿ ಹಲವು ಹಿರಿಯ ಕಮಾಂಡರ್‌ಗಳಿದ್ದು, ಅವರಿಂದ ಶಸ್ತ್ರಾಸ್ತ್ರಗಳನ್ನು ವಶಕ್ಕೆ ಪಡೆಯಲಾಗಿದೆ. ಮುಖ್ಯಮಂತ್ರಿ ದೇವೇಂದ್ರ ಫಡ್ನವಿಸ್ ಅವರ ಸಮ್ಮುಖದಲ್ಲಿ ಶರಣಾಗತಿ ಪ್ರಕ್ರಿಯೆ ನಡೆಯಲಿದೆ. <box>790 1181 1052 1260</box>
story4-col3 <box>660 1664 868 2000</box>
story1-kicker: ಸಿಂದೂರದಲ್ಲಿ ಅಡಗುದಾಣ ಸಂಪೂರ್ಣ ನೆಲಸಮ:ಶಾ <box>8 92 287 112</box>
story3-sub1: ಅರ್ಹತೆ ಮತ್ತು ಪರಿಶೀಲನಾ ನಿಯಮಗಳು <box>518 421 712 439</box>
story1-body-3: ಹತ್ಯೆಯಲ್ಲಿ ಹೆಚ್ಚಳ: ಭಯೋತ್ಪಾದನೆ ವಿರೋಧಿಕಾನೂನು ರಾಷ್ಟ್ರದಾದ್ಯಂತ ಚಟುವಟಿಕೆ ನಡೆಸುತ್ತಿರುವ 2019ರಿಂದೀಚೆಗೆ ಶಿಕ್ಷೆಯ ಪ್ರಮಾಣದಲ್ಲಿ ಹೆಚ್ಚಳವಾಗಿದೆ. ಕಾನೂನುಬಾಹಿರ ಚಟುವಟಿಕೆಗಳ (ನಿಯಂತ್ರಣ) ಕಾಯ್ದೆ ಮತ್ತು ಭಾರತೀಯ ನ್ಯಾಯ ಸಂಹಿತೆ ಸಹಿತ ಹಲವು ಕಾನೂನುಗಳನ್ನು ಜಾರಿಗೆ ತರಲಾಗಿದೆ. <box>8 571 223 637</box>
paper-logo-block <box>965 0 1266 86</box>
row3-item-3 <box>1066 1122 1262 1578</box>
masthead-rule <box>0 84 1266 86</box>
